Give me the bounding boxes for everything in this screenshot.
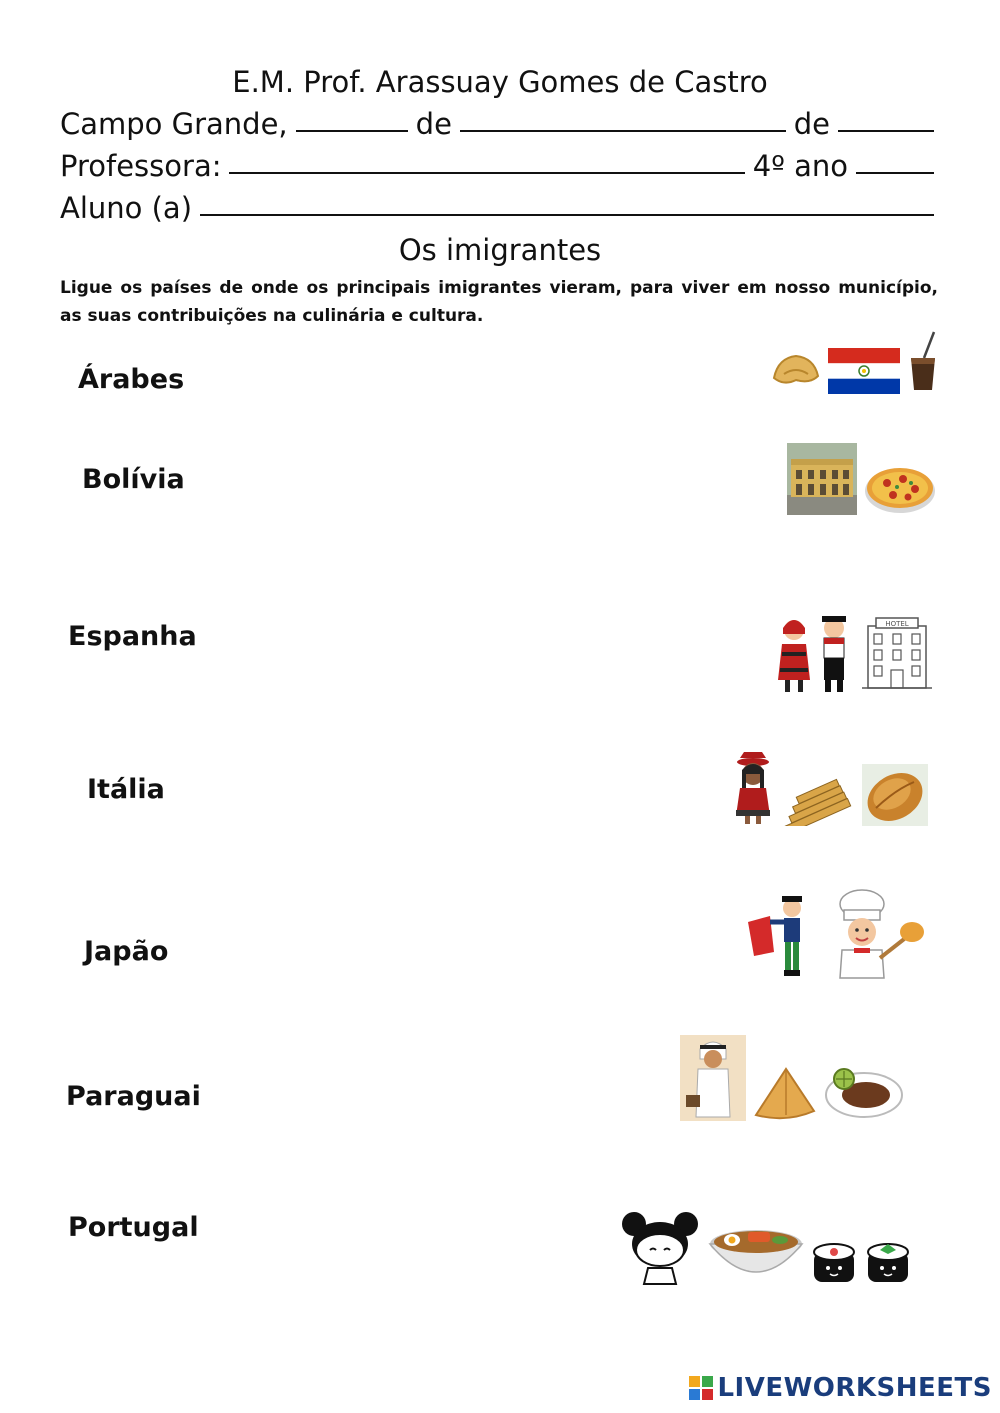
- liveworksheets-logo[interactable]: [689, 1373, 992, 1403]
- terere-drink-icon: [906, 330, 940, 394]
- pictures-row-2[interactable]: [787, 443, 937, 515]
- fortune-cookie-icon: [770, 344, 822, 394]
- teacher-line: [60, 149, 934, 183]
- pictures-row-4[interactable]: [732, 752, 928, 826]
- class-blank[interactable]: [856, 172, 934, 174]
- school-name: E.M. Prof. Arassuay Gomes de Castro: [232, 65, 768, 99]
- historic-building-icon: [787, 443, 857, 515]
- date-line: [60, 107, 934, 141]
- pictures-row-1[interactable]: [770, 330, 940, 394]
- de-label-2: de: [793, 107, 830, 141]
- label-bolivia[interactable]: Bolívia: [82, 464, 185, 495]
- ramen-bowl-icon: [708, 1216, 804, 1286]
- paraguay-flag-icon: [828, 348, 900, 394]
- city-label: Campo Grande,: [60, 107, 288, 141]
- year-blank[interactable]: [838, 130, 934, 132]
- kibbeh-plate-icon: [824, 1059, 904, 1121]
- chef-with-pizza-icon: [824, 888, 926, 980]
- brand-text: LIVEWORKSHEETS: [717, 1373, 992, 1403]
- pucca-girl-icon: [618, 1210, 702, 1286]
- label-italia[interactable]: Itália: [87, 774, 165, 805]
- portuguese-couple-icon: [774, 612, 856, 694]
- pictures-row-7[interactable]: [618, 1210, 912, 1286]
- instruction-text: Ligue os países de onde os principais imigrantes vieram, para viver em nosso município, as suas contribuições na culinária e cultura.: [60, 278, 938, 326]
- de-label-1: de: [415, 107, 452, 141]
- label-paraguai[interactable]: Paraguai: [66, 1081, 201, 1112]
- pizza-icon: [863, 459, 937, 515]
- esfiha-icon: [752, 1063, 818, 1121]
- pictures-row-6[interactable]: [680, 1035, 904, 1121]
- month-blank[interactable]: [460, 130, 786, 132]
- teacher-blank[interactable]: [229, 172, 744, 174]
- andean-girl-icon: [732, 752, 774, 826]
- liveworksheets-logo-icon: [689, 1376, 713, 1400]
- student-label: Aluno (a): [60, 191, 193, 225]
- svg-text:HOTEL: HOTEL: [885, 620, 909, 628]
- bullfighter-icon: [744, 892, 818, 980]
- label-portugal[interactable]: Portugal: [68, 1212, 199, 1243]
- label-espanha[interactable]: Espanha: [68, 621, 197, 652]
- student-blank[interactable]: [200, 214, 934, 216]
- arab-man-icon: [680, 1035, 746, 1121]
- pan-flute-icon: [780, 774, 856, 826]
- label-japao[interactable]: Japão: [84, 936, 169, 967]
- pictures-row-5[interactable]: [744, 888, 926, 980]
- day-blank[interactable]: [296, 130, 408, 132]
- student-line: [60, 191, 934, 225]
- teacher-label: Professora:: [60, 149, 222, 183]
- salteña-pastry-icon: [862, 764, 928, 826]
- sushi-roll-icon: [810, 1238, 858, 1286]
- label-arabes[interactable]: Árabes: [78, 364, 185, 395]
- grade-label: 4º ano: [752, 149, 848, 183]
- page-title: Os imigrantes: [398, 233, 602, 267]
- pictures-row-3[interactable]: [774, 612, 932, 694]
- hotel-building-icon: [862, 616, 932, 694]
- sushi-roll-icon: [864, 1238, 912, 1286]
